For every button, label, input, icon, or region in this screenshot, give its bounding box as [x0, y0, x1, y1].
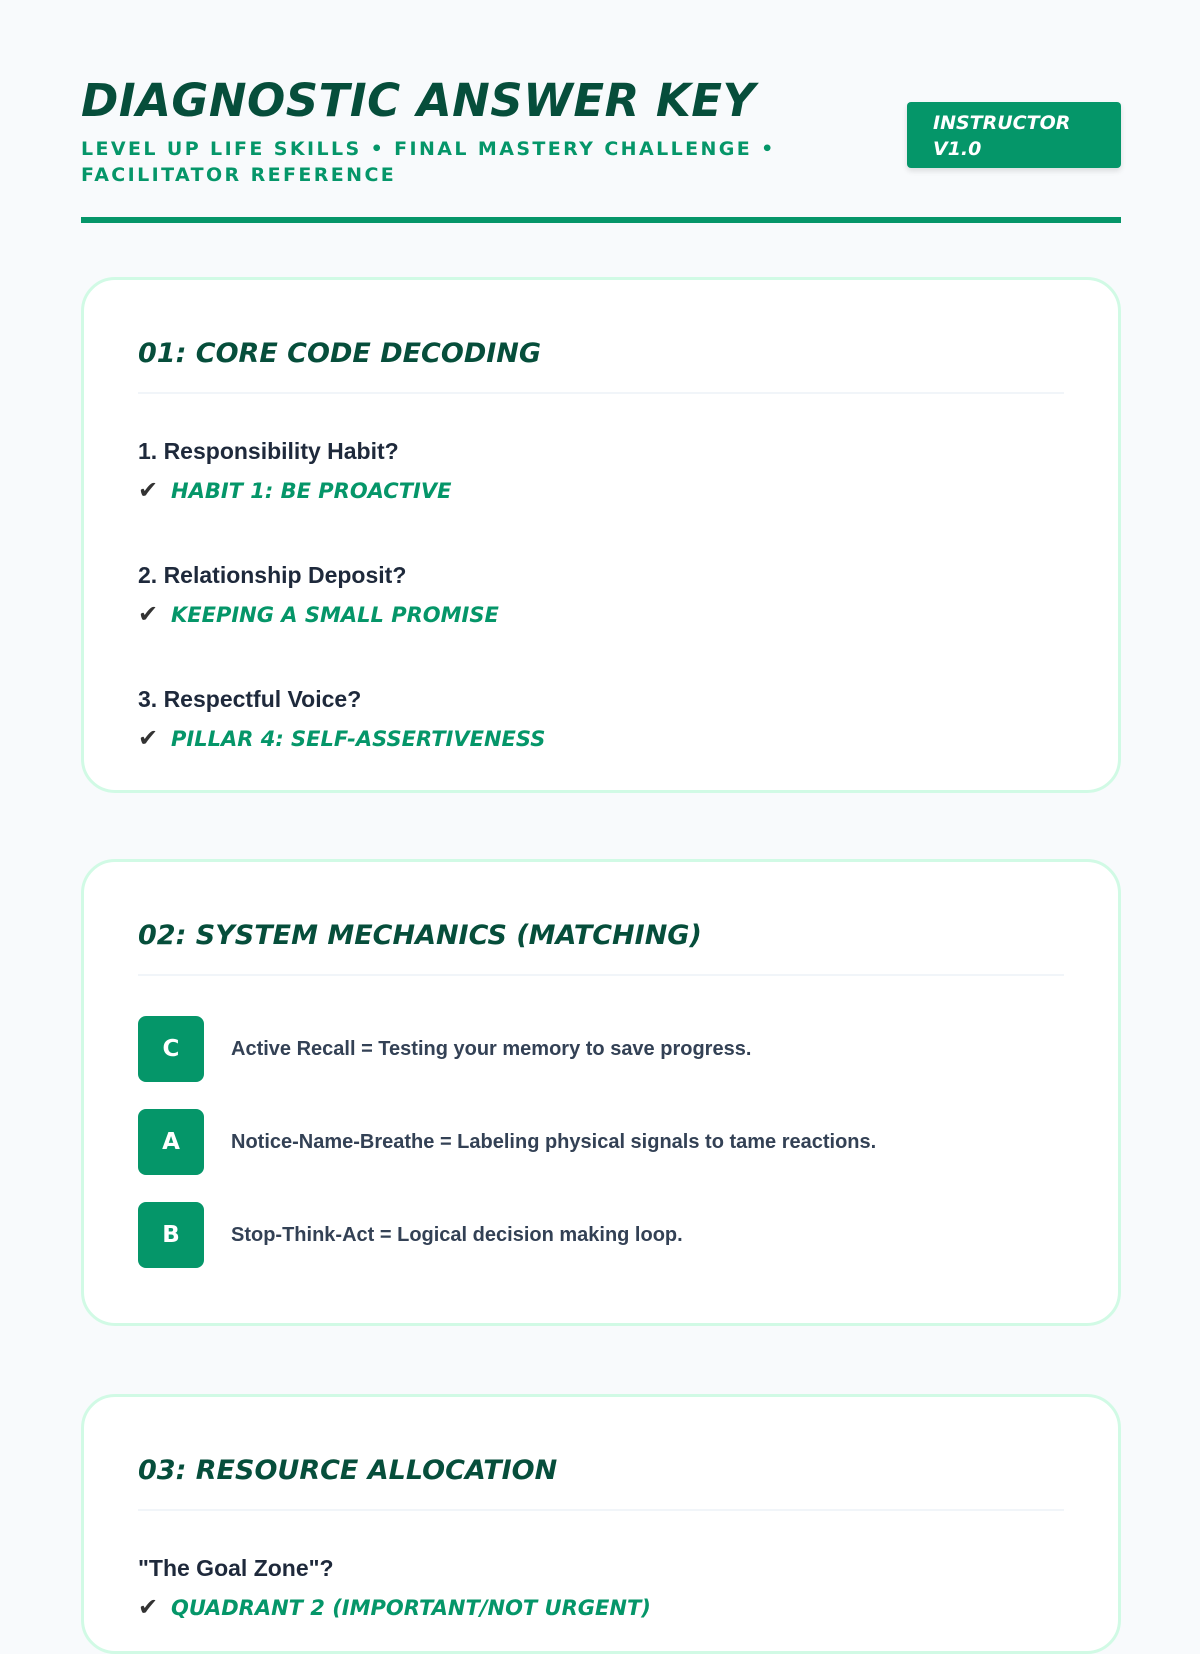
matching-text: Stop-Think-Act = Logical decision making loop.: [231, 1223, 683, 1246]
answer-line: [138, 1593, 1064, 1623]
question-item: [138, 436, 1064, 506]
question-item: [138, 684, 1064, 754]
answer-text: KEEPING A SMALL PROMISE: [171, 603, 499, 627]
checkmark-icon: ✔: [138, 601, 159, 628]
question-item: [138, 1553, 1064, 1623]
section-title: 01: CORE CODE DECODING: [138, 338, 542, 369]
checkmark-icon: ✔: [138, 725, 159, 752]
question-item: [138, 560, 1064, 630]
matching-list: [138, 1016, 1064, 1268]
matching-item: [138, 1109, 1064, 1175]
matching-text: Notice-Name-Breathe = Labeling physical signals to tame reactions.: [231, 1130, 877, 1153]
version-badge: INSTRUCTOR V1.0: [907, 102, 1121, 168]
answer-line: [138, 724, 1064, 754]
section-divider: [138, 392, 1064, 394]
answer-text: QUADRANT 2 (IMPORTANT/NOT URGENT): [171, 1596, 651, 1620]
answer-text: PILLAR 4: SELF-ASSERTIVENESS: [171, 727, 546, 751]
checkmark-icon: ✔: [138, 477, 159, 504]
section-resource-allocation: [81, 1394, 1121, 1654]
answer-letter-badge: B: [138, 1202, 204, 1268]
section-divider: [138, 1509, 1064, 1511]
question-text: 2. Relationship Deposit?: [138, 562, 407, 588]
answer-line: [138, 476, 1064, 506]
matching-item: [138, 1016, 1064, 1082]
page-title: DIAGNOSTIC ANSWER KEY: [81, 74, 756, 127]
answer-text: HABIT 1: BE PROACTIVE: [171, 479, 452, 503]
header-divider: [81, 217, 1121, 223]
section-core-code-decoding: [81, 277, 1121, 793]
checkmark-icon: ✔: [138, 1594, 159, 1621]
question-text: 1. Responsibility Habit?: [138, 438, 399, 464]
page-subtitle: LEVEL UP LIFE SKILLS • FINAL MASTERY CHALLENGE • FACILITATOR REFERENCE: [81, 138, 776, 186]
answer-letter-badge: C: [138, 1016, 204, 1082]
matching-item: [138, 1202, 1064, 1268]
section-divider: [138, 974, 1064, 976]
section-title: 03: RESOURCE ALLOCATION: [138, 1455, 558, 1486]
section-title: 02: SYSTEM MECHANICS (MATCHING): [138, 920, 702, 951]
section-system-mechanics: [81, 859, 1121, 1326]
matching-text: Active Recall = Testing your memory to save progress.: [231, 1037, 752, 1060]
answer-letter-badge: A: [138, 1109, 204, 1175]
answer-line: [138, 600, 1064, 630]
question-text: 3. Respectful Voice?: [138, 686, 362, 712]
question-text: "The Goal Zone"?: [138, 1555, 334, 1581]
